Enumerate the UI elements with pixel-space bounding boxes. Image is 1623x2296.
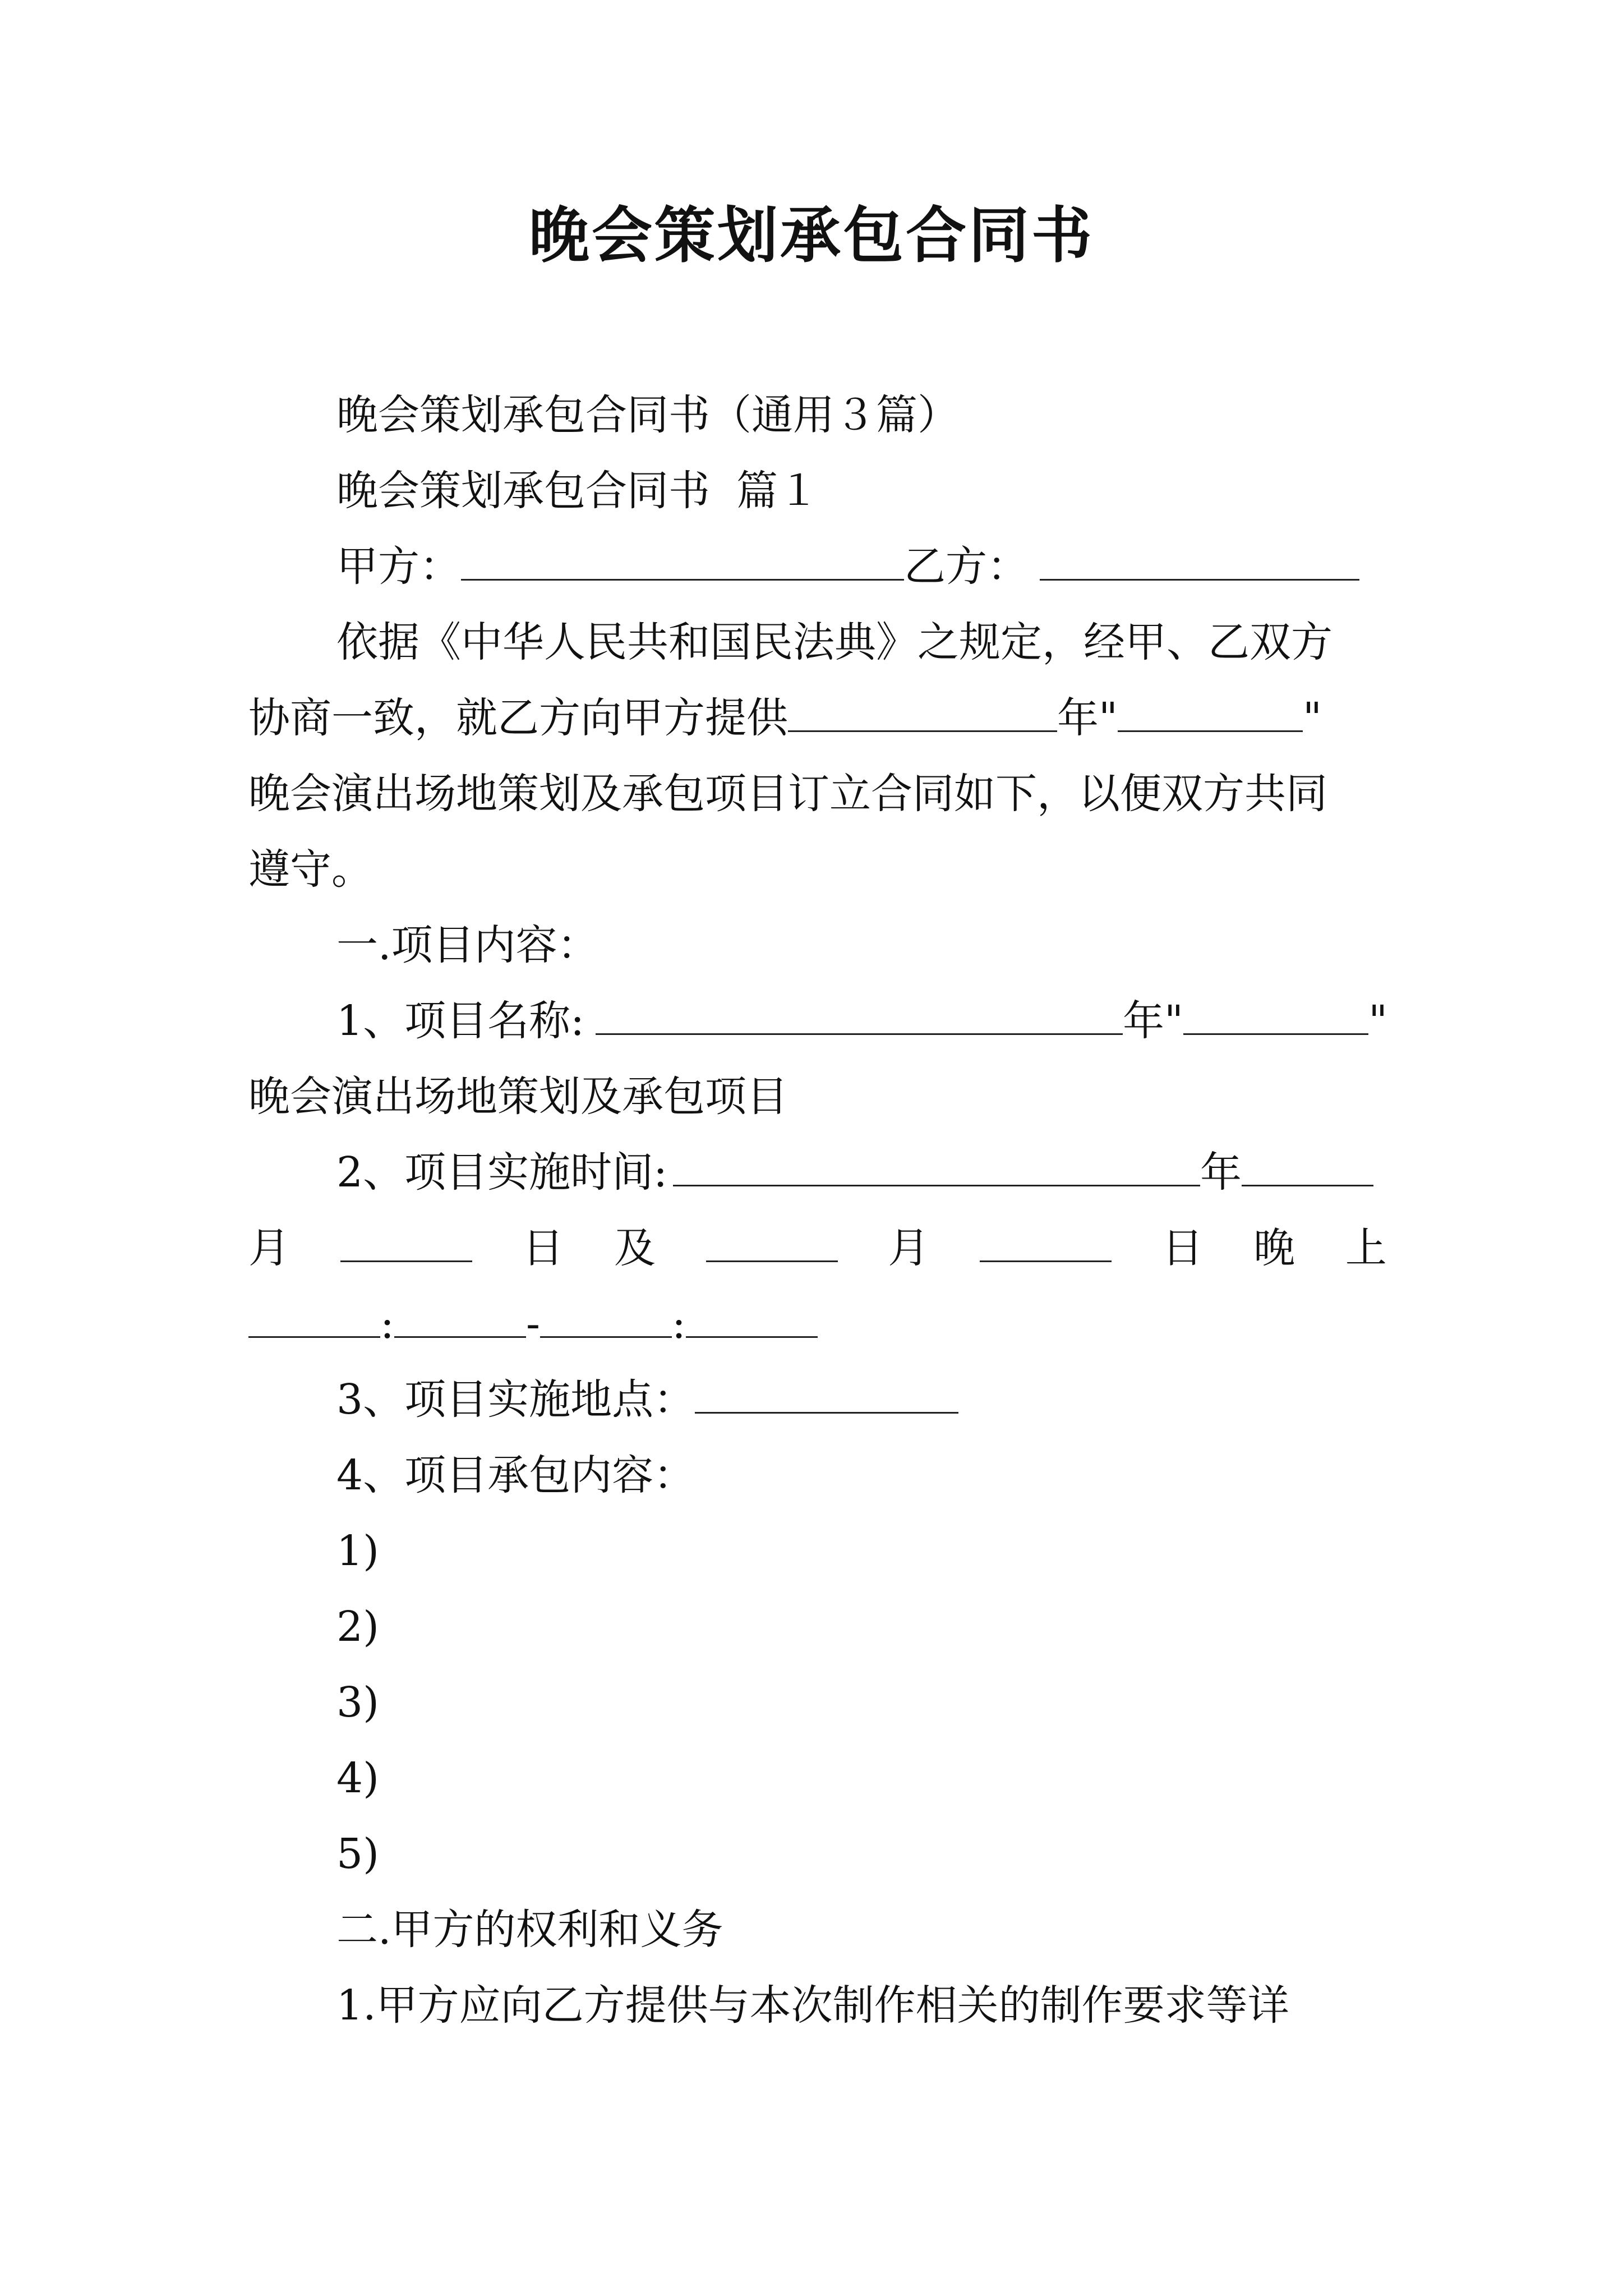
intro-year-blank — [788, 691, 1057, 732]
date-day-label: 日 — [522, 1224, 564, 1272]
date-and-label: 及 — [614, 1224, 656, 1272]
date-above-label: 上 — [1345, 1224, 1387, 1272]
project-time-month-blank — [1242, 1145, 1373, 1186]
project-name-label: 1、项目名称: — [336, 997, 585, 1045]
intro-line-4: 遵守。 — [248, 845, 373, 894]
section-heading: 晚会策划承包合同书 篇１ — [336, 467, 820, 515]
intro-quote: " — [1303, 694, 1322, 742]
intro-line-1: 依据《中华人民共和国民法典》之规定，经甲、乙双方 — [336, 618, 1332, 666]
sub-item-2: 2) — [336, 1603, 379, 1651]
project-content-label: 4、项目承包内容： — [336, 1451, 695, 1499]
end-colon: : — [671, 1300, 686, 1348]
intro-line-3: 晚会演出场地策划及承包项目订立合同如下，以便双方共同 — [248, 770, 1327, 818]
project-time-label: 2、项目实施时间: — [336, 1148, 668, 1197]
project-time-year: 年 — [1200, 1148, 1242, 1197]
date-month-label: 月 — [248, 1224, 290, 1272]
project-place-line — [336, 1372, 1391, 1428]
party-b-label: 乙方： — [904, 542, 1029, 591]
date-month2-label: 月 — [888, 1224, 930, 1272]
project-name-year: 年" — [1123, 997, 1184, 1045]
date-evening-label: 晚 — [1253, 1224, 1295, 1272]
project-time-date-row — [248, 1220, 1387, 1276]
intro-year-label: 年" — [1057, 694, 1118, 742]
project-place-label: 3、项目实施地点： — [336, 1375, 695, 1424]
project-name-continuation: 晚会演出场地策划及承包项目 — [248, 1073, 788, 1121]
item2-point-1: 1.甲方应向乙方提供与本次制作相关的制作要求等详 — [336, 1981, 1289, 2030]
project-name-line — [336, 993, 1391, 1049]
intro-line-2 — [248, 690, 1387, 746]
project-name-title-blank — [1183, 994, 1368, 1035]
start-minute-blank — [394, 1297, 526, 1338]
item2-heading: 二.甲方的权利和义务 — [336, 1906, 723, 1954]
end-hour-blank — [540, 1297, 672, 1338]
time-dash: - — [525, 1300, 540, 1348]
project-name-blank — [596, 994, 1123, 1035]
party-b-blank — [1040, 540, 1359, 581]
sub-item-3: 3) — [336, 1678, 379, 1727]
parties-line — [336, 539, 1391, 595]
party-a-label: 甲方： — [336, 542, 461, 591]
date-day-blank — [340, 1221, 472, 1262]
project-time-hours-row — [248, 1296, 1387, 1352]
item1-heading: 一.项目内容： — [336, 921, 599, 969]
document-title: 晚会策划承包合同书 — [528, 200, 1094, 271]
date-month2-blank — [706, 1221, 838, 1262]
party-a-blank — [461, 540, 904, 581]
intro-name-blank — [1118, 691, 1303, 732]
end-minute-blank — [686, 1297, 818, 1338]
date-day2-blank — [980, 1221, 1112, 1262]
project-name-quote: " — [1368, 997, 1388, 1045]
project-place-blank — [695, 1373, 958, 1414]
project-time-year-blank — [673, 1145, 1200, 1186]
date-day2-label: 日 — [1161, 1224, 1204, 1272]
sub-item-4: 4) — [336, 1754, 379, 1802]
start-hour-blank — [248, 1297, 380, 1338]
start-colon: : — [380, 1300, 394, 1348]
sub-item-5: 5) — [336, 1830, 379, 1878]
intro-line-2-text: 协商一致，就乙方向甲方提供 — [248, 694, 788, 742]
project-time-line — [336, 1144, 1391, 1200]
subtitle: 晚会策划承包合同书（通用３篇） — [336, 391, 959, 439]
sub-item-1: 1) — [336, 1527, 379, 1575]
